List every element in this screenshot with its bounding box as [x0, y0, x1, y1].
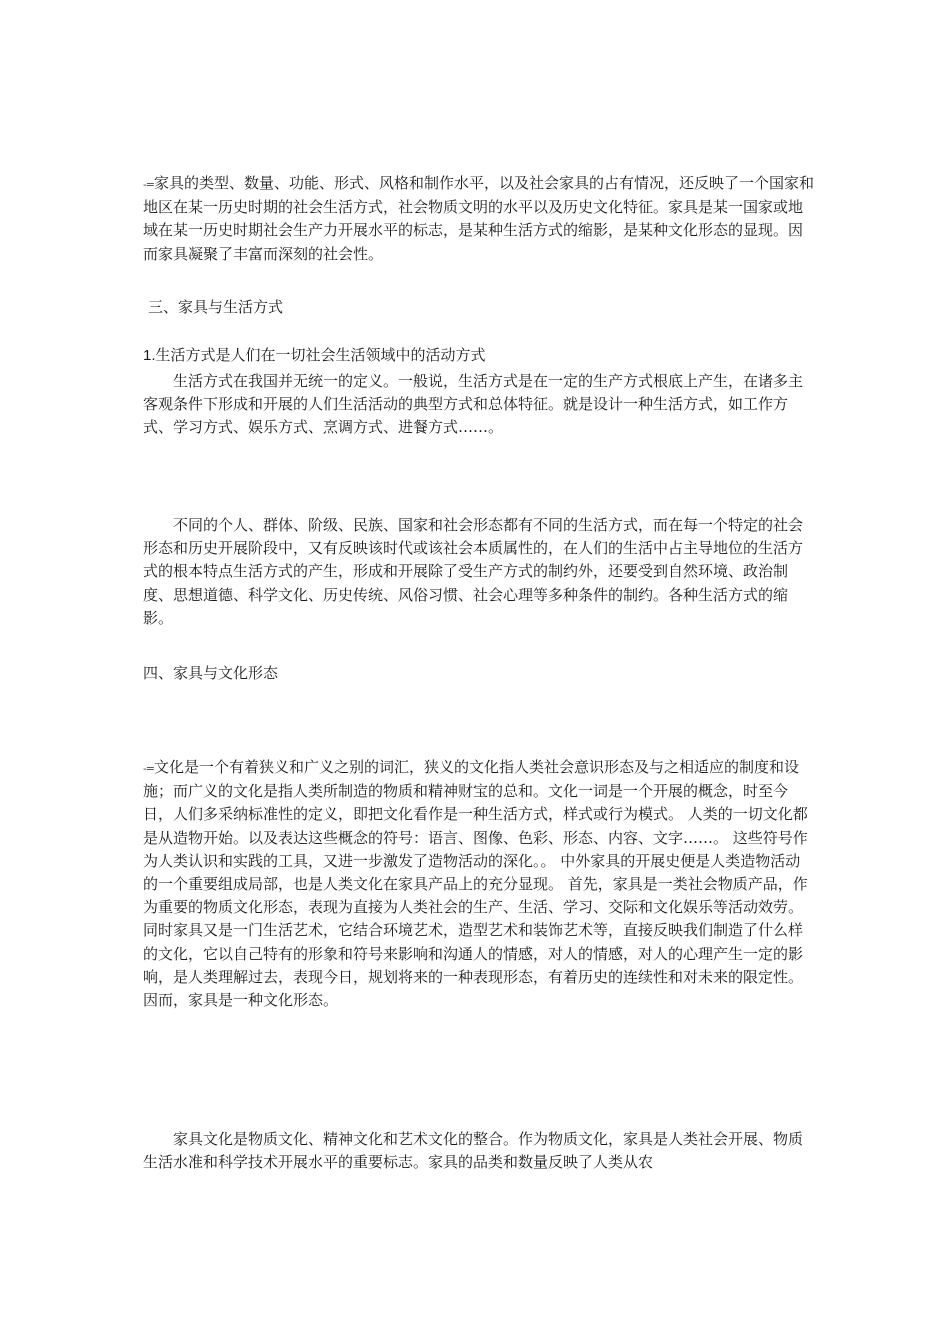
paragraph-lifestyle-diversity: 不同的个人、群体、阶级、民族、国家和社会形态都有不同的生活方式，而在每一个特定的社会形态和历史开展阶段中，又有反映该时代或该社会本质属性的，在人们的生活中占主导地位的生活方式的根本特点生活方式的产生，形成和开展除了受生产方式的制约外，还要受到自然环境、政治制度、思想道德、科学文化、历史传统、风俗习惯、社会心理等多种条件的制约。各种生活方式的缩影。 [143, 516, 804, 627]
paragraph-furniture-society [143, 172, 815, 266]
paragraph-mark: -= [143, 762, 154, 775]
subheading-lifestyle-definition [143, 344, 486, 367]
section-heading-culture: 四、家具与文化形态 [143, 664, 279, 682]
paragraph-culture-definition [143, 756, 815, 1012]
paragraph-lifestyle-meaning: 生活方式在我国并无统一的定义。一般说，生活方式是在一定的生产方式根底上产生，在诸多主客观条件下形成和开展的人们生活活动的典型方式和总体特征。就是设计一种生活方式，如工作方式、学习方式、娱乐方式、烹调方式、进餐方式……。 [143, 372, 804, 437]
paragraph-mark: -= [143, 178, 154, 191]
subheading-text: 生活方式是人们在一切社会生活领域中的活动方式 [155, 346, 486, 364]
paragraph-furniture-culture: 家具文化是物质文化、精神文化和艺术文化的整合。作为物质文化，家具是人类社会开展、物质生活水准和科学技术开展水平的重要标志。家具的品类和数量反映了人类从农 [143, 1130, 804, 1172]
section-heading-lifestyle: 三、家具与生活方式 [148, 298, 284, 316]
subheading-number: 1. [143, 347, 156, 364]
paragraph-text: 家具的类型、数量、功能、形式、风格和制作水平，以及社会家具的占有情况，还反映了一个国家和地区在某一历史时期的社会生活方式，社会物质文明的水平以及历史文化特征。家具是某一国家或地域在某一历史时期社会生产力开展水平的标志，是某种生活方式的缩影，是某种文化形态的显现。因而家具凝聚了丰富而深刻的社会性。 [143, 174, 814, 263]
paragraph-text: 文化是一个有着狭义和广义之别的词汇，狭义的文化指人类社会意识形态及与之相适应的制度和设施；而广义的文化是指人类所制造的物质和精神财宝的总和。文化一词是一个开展的概念，时至今日，人们多采纳标准性的定义，即把文化看作是一种生活方式，样式或行为模式。 人类的一切文化都是从造物开始。以及表达这些概念的符号：语言、图像、色彩、形态、内容、文字……。 这些符号作为人类认识和实践的工具，又进一步激发了造物活动的深化。。 中外家具的开展史便是人类造物活动的一个重要组成局部，也是人类文化在家具产品上的充分显现。 首先，家具是一类社会物质产品，作为重要的物质文化形态，表现为直接为人类社会的生产、生活、学习、交际和文化娱乐等活动效劳。同时家具又是一门生活艺术，它结合环境艺术，造型艺术和装饰艺术等，直接反映我们制造了什么样的文化，它以自己特有的形象和符号来影响和沟通人的情感，对人的情感，对人的心理产生一定的影响，是人类理解过去，表现今日，规划将来的一种表现形态，有着历史的连续性和对未来的限定性。因而，家具是一种文化形态。 [143, 758, 808, 1010]
